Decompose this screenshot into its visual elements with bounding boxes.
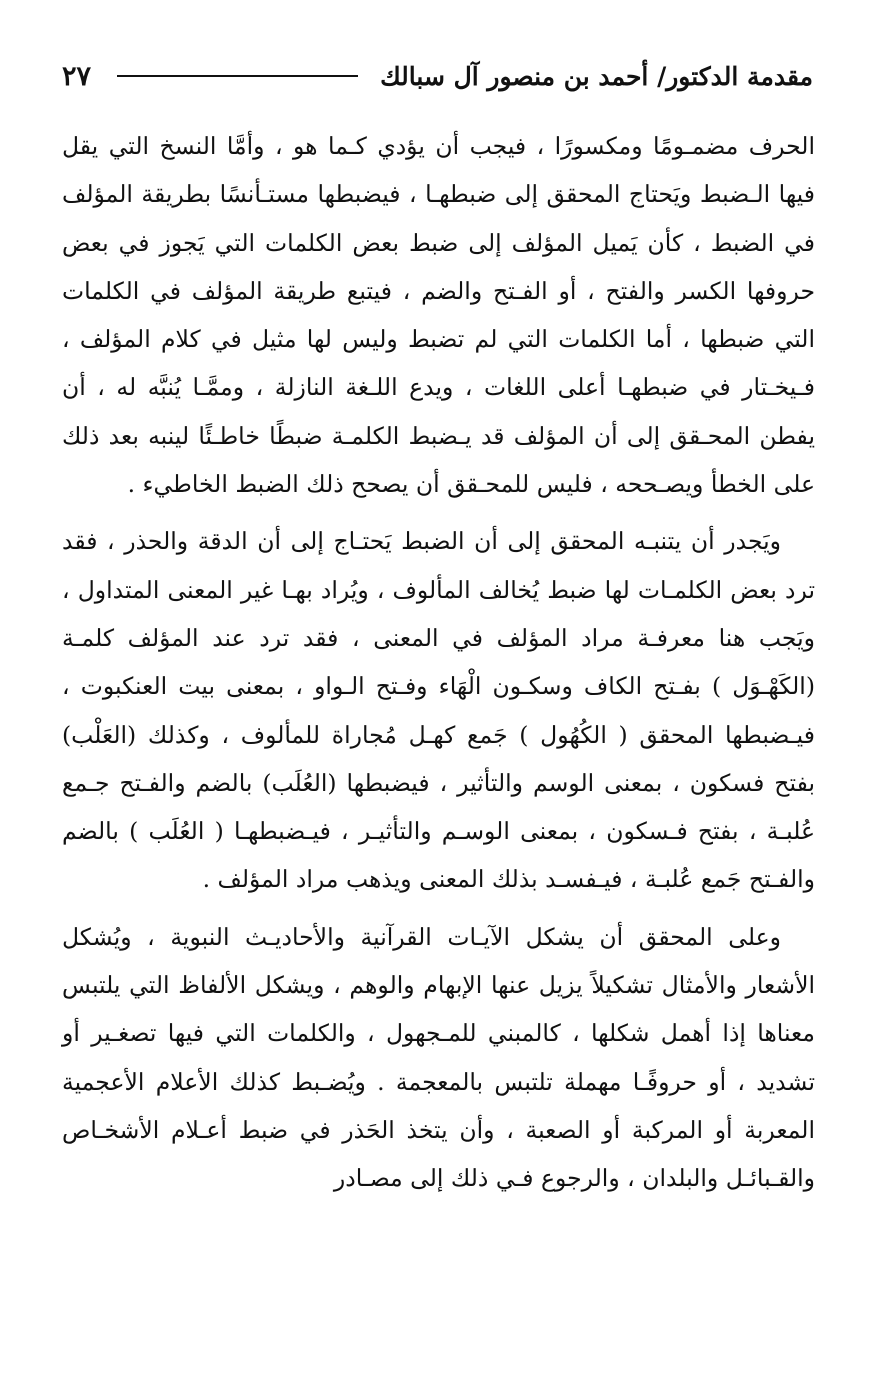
running-header bbox=[62, 52, 813, 100]
paragraph-2: ويَجدر أن يتنبـه المحقق إلى أن الضبط يَحتـاج إلى أن الدقة والحذر ، فقد ترد بعض الكلمـات لها ضبط يُخالف المألوف ، ويُراد بهـا غير المعنى المتداول ، ويَجب هنا معرفـة مراد المؤلف في المعنى ، فقد ترد عند المؤلف كلمـة (الكَهْـوَل ) بفـتح الكاف وسكـون الْهَاء وفـتح الـواو ، بمعنى بيت العنكبوت ، فيـضبطها المحقق ( الكُهُول ) جَمع كهـل مُجاراة للمألوف ، وكذلك (العَلْب) بفتح فسكون ، بمعنى الوسم والتأثير ، فيضبطها (العُلَب) بالضم والفـتح جـمع عُلبـة ، بفتح فـسكون ، بمعنى الوسـم والتأثيـر ، فيـضبطهـا ( العُلَب ) بالضم والفـتح جَمع عُلبـة ، فيـفسـد بذلك المعنى ويذهب مراد المؤلف . bbox=[62, 527, 815, 894]
paragraph-3: وعلى المحقق أن يشكل الآيـات القرآنية والأحاديـث النبوية ، ويُشكل الأشعار والأمثال تشكيلاً يزيل عنها الإبهام والوهم ، ويشكل الألفاظ التي يلتبس معناها إذا أهمل شكلها ، كالمبني للمـجهول ، والكلمات التي فيها تصغـير أو تشديد ، أو حروفًـا مهملة تلتبس بالمعجمة . ويُضـبط كذلك الأعلام الأعجمية المعربة أو المركبة أو الصعبة ، وأن يتخذ الحَذر في ضبط أعـلام الأشخـاص والقـبائـل والبلدان ، والرجوع فـي ذلك إلى مصـادر bbox=[62, 922, 815, 1193]
body-text bbox=[62, 122, 815, 1203]
page-number: ٢٧ bbox=[62, 60, 92, 92]
paragraph-1: الحرف مضمـومًا ومكسورًا ، فيجب أن يؤدي كـما هو ، وأمَّا النسخ التي يقل فيها الـضبط ويَحتاج المحقق إلى ضبطهـا ، فيضبطها مستـأنسًا بطريقة المؤلف في الضبط ، كأن يَميل المؤلف إلى ضبط بعض الكلمات التي يَجوز في بعض حروفها الكسر والفتح ، أو الفـتح والضم ، فيتبع طريقة المؤلف في الكلمات التي ضبطها ، أما الكلمات التي لم تضبط وليس لها مثيل في كلام المؤلف ، فـيخـتار في ضبطهـا أعلى اللغات ، ويدع اللـغة النازلة ، وممَّـا يُنبَّه له ، أن يفطن المحـقق إلى أن المؤلف قد يـضبط الكلمـة ضبطًا خاطـئًا لينبه بعد ذلك على الخطأ ويصـححه ، فليس للمحـقق أن يصحح ذلك الضبط الخاطيء . bbox=[62, 132, 815, 499]
header-title: مقدمة الدكتور/ أحمد بن منصور آل سبالك bbox=[380, 61, 813, 91]
header-rule bbox=[117, 75, 358, 77]
